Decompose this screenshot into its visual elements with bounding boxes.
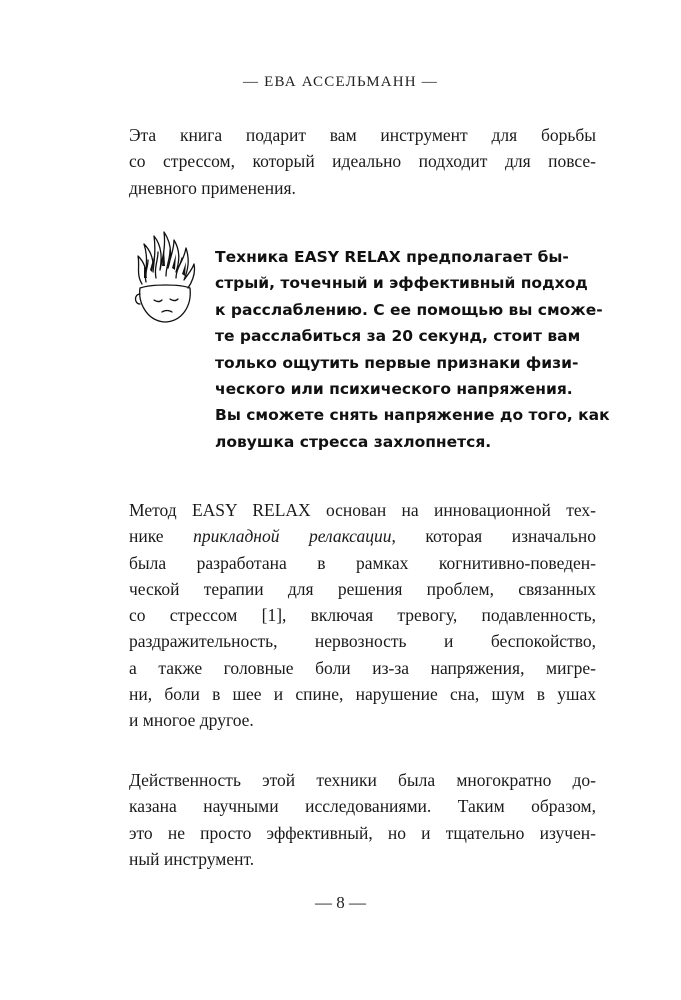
callout-line: к расслаблению. С ее помощью вы сможе- [215,300,603,319]
paragraph-line: была разработана в рамках когнитивно-поведен- [129,552,596,573]
paragraph-line: и многое другое. [129,710,254,731]
callout-box [215,244,610,455]
paragraph-line: а также головные боли из-за напряжения, мигре- [129,657,596,678]
paragraph-line: Эта книга подарит вам инструмент для борьбы [129,125,596,145]
callout-line: ловушка стресса захлопнется. [215,432,492,451]
paragraph-line-with-italic [129,523,596,549]
paragraph-line: Действенность этой техники была многократно до- [129,770,596,790]
paragraph-line: ни, боли в шее и спине, нарушение сна, шум в ушах [129,684,596,705]
callout-line: Вы сможете снять напряжение до того, как [215,406,610,425]
italic-term: прикладной релаксации [193,526,392,547]
paragraph-intro [129,122,596,201]
paragraph-evidence [129,767,596,872]
paragraph-method [129,497,596,734]
text-run: , которая изначально [391,526,596,547]
paragraph-line: казана научными исследованиями. Таким образом, [129,796,596,817]
paragraph-line: со стрессом, который идеально подходит для повсе- [129,151,596,172]
callout-line: стрый, точечный и эффективный подход [215,274,588,293]
callout-line: только ощутить первые признаки физи- [215,353,579,372]
paragraph-line: это не просто эффективный, но и тщательно изучен- [129,822,596,843]
running-head: — ЕВА АССЕЛЬМАНН — [243,74,438,90]
text-run: нике [129,526,194,547]
paragraph-line: ный инструмент. [129,848,255,869]
callout-line: Техника EASY RELAX предполагает бы- [215,248,569,266]
callout-line: те расслабиться за 20 секунд, стоит вам [215,327,581,346]
paragraph-line: ческой терапии для решения проблем, связанных [129,578,596,599]
page-number: — 8 — [315,893,366,912]
callout-line: ческого или психического напряжения. [215,380,573,399]
paragraph-line: Метод EASY RELAX основан на инновационной тех- [129,500,596,520]
head-on-fire-icon [128,226,200,326]
paragraph-line: раздражительность, нервозность и беспокойство, [129,631,596,652]
paragraph-line: дневного применения. [129,177,296,198]
paragraph-line: со стрессом [1], включая тревогу, подавленность, [129,605,596,626]
